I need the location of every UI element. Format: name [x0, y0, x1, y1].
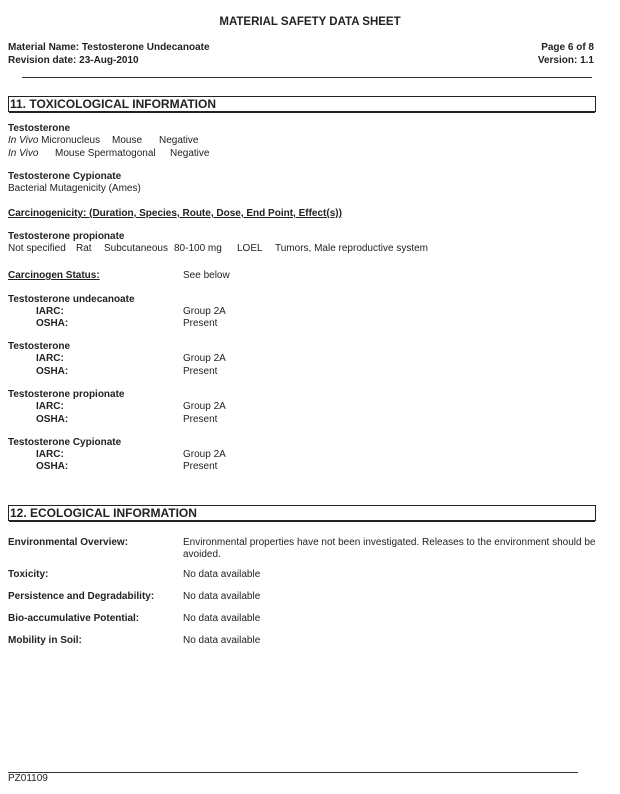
carcinogenicity-heading: Carcinogenicity: (Duration, Species, Route, Dose, End Point, Effect(s)) — [8, 208, 342, 219]
material-name: Material Name: Testosterone Undecanoate — [8, 42, 210, 53]
iarc-value: Group 2A — [183, 401, 226, 412]
eco-label: Mobility in Soil: — [8, 635, 82, 646]
document-title: MATERIAL SAFETY DATA SHEET — [219, 16, 401, 28]
osha-label: OSHA: — [36, 318, 69, 329]
carc-dose: 80-100 mg — [174, 243, 222, 254]
iarc-label: IARC: — [36, 353, 64, 364]
osha-value: Present — [183, 414, 218, 425]
eco-value: No data available — [183, 569, 261, 580]
test-type: In Vivo — [8, 135, 39, 146]
page-number: Page 6 of 8 — [541, 42, 594, 53]
test-row — [8, 135, 100, 146]
carcinogen-substance: Testosterone Cypionate — [8, 437, 122, 448]
test-result: Negative — [170, 148, 210, 159]
carc-effect: Tumors, Male reproductive system — [275, 243, 429, 254]
test-name: Micronucleus — [38, 135, 101, 146]
section-11-header — [8, 96, 596, 112]
carcinogen-substance: Testosterone undecanoate — [8, 294, 135, 305]
section-12-header — [8, 505, 596, 521]
section-12-title: 12. ECOLOGICAL INFORMATION — [10, 506, 197, 520]
iarc-label: IARC: — [36, 401, 64, 412]
env-overview-line2: avoided. — [183, 549, 221, 560]
iarc-label: IARC: — [36, 449, 64, 460]
version: Version: 1.1 — [537, 55, 594, 66]
eco-value: No data available — [183, 635, 261, 646]
osha-label: OSHA: — [36, 366, 69, 377]
iarc-label: IARC: — [36, 306, 64, 317]
test-type: In Vivo — [8, 148, 39, 159]
substance-testosterone: Testosterone — [8, 123, 71, 134]
iarc-value: Group 2A — [183, 449, 226, 460]
osha-label: OSHA: — [36, 461, 69, 472]
eco-value: No data available — [183, 591, 261, 602]
carcinogen-substance: Testosterone — [8, 341, 71, 352]
eco-label: Persistence and Degradability: — [8, 591, 155, 602]
iarc-value: Group 2A — [183, 353, 226, 364]
eco-label: Toxicity: — [8, 569, 49, 580]
carcinogen-status-value: See below — [183, 270, 230, 281]
osha-label: OSHA: — [36, 414, 69, 425]
carc-duration: Not specified — [8, 243, 66, 254]
substance-propionate: Testosterone propionate — [8, 231, 125, 242]
footer-code: PZ01109 — [8, 773, 48, 784]
section-11-title: 11. TOXICOLOGICAL INFORMATION — [10, 97, 217, 111]
carcinogen-substance: Testosterone propionate — [8, 389, 125, 400]
osha-value: Present — [183, 318, 218, 329]
carc-endpoint: LOEL — [237, 243, 263, 254]
osha-value: Present — [183, 461, 218, 472]
test-species: Mouse Spermatogonal — [55, 148, 156, 159]
iarc-value: Group 2A — [183, 306, 226, 317]
substance-cypionate: Testosterone Cypionate — [8, 171, 122, 182]
eco-value: No data available — [183, 613, 261, 624]
env-overview-label: Environmental Overview: — [8, 537, 129, 548]
carcinogen-status-label: Carcinogen Status: — [8, 270, 100, 281]
test-result: Negative — [159, 135, 199, 146]
osha-value: Present — [183, 366, 218, 377]
revision-date: Revision date: 23-Aug-2010 — [8, 55, 139, 66]
header-rule — [22, 77, 592, 78]
carc-route: Subcutaneous — [104, 243, 168, 254]
footer-rule — [8, 772, 578, 773]
env-overview-line1: Environmental properties have not been investigated. Releases to the environment should be — [183, 537, 596, 548]
eco-label: Bio-accumulative Potential: — [8, 613, 140, 624]
cypionate-test: Bacterial Mutagenicity (Ames) — [8, 183, 141, 194]
carc-species: Rat — [76, 243, 92, 254]
test-species: Mouse — [112, 135, 143, 146]
